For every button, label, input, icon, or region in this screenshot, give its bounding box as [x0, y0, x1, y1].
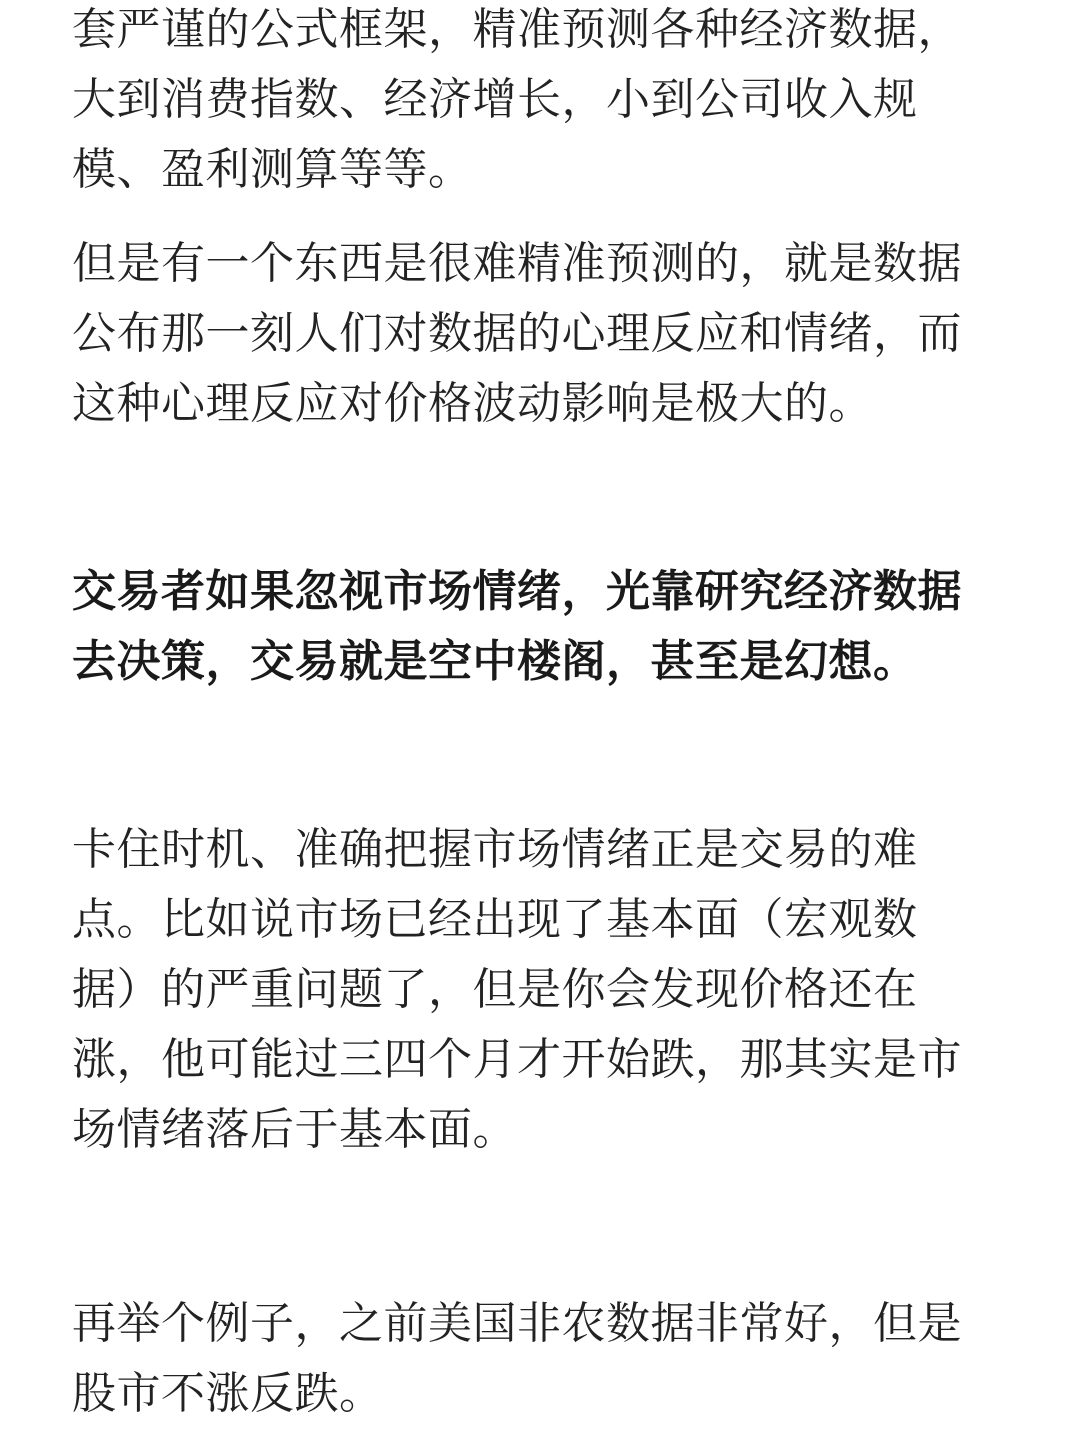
text-line: 公布那一刻人们对数据的心理反应和情绪，而 — [72, 308, 962, 359]
bold-text-line: 去决策，交易就是空中楼阁，甚至是幻想。 — [72, 636, 918, 687]
text-line: 卡住时机、准确把握市场情绪正是交易的难 — [72, 824, 918, 875]
text-line: 涨，他可能过三四个月才开始跌，那其实是市 — [72, 1034, 962, 1085]
text-line: 这种心理反应对价格波动影响是极大的。 — [72, 378, 873, 429]
text-line: 股市不涨反跌。 — [72, 1368, 384, 1419]
text-line: 场情绪落后于基本面。 — [72, 1104, 517, 1155]
text-line: 点。比如说市场已经出现了基本面（宏观数 — [72, 894, 918, 945]
text-line: 套严谨的公式框架，精准预测各种经济数据， — [72, 4, 962, 55]
text-line: 但是有一个东西是很难精准预测的，就是数据 — [72, 238, 962, 289]
text-line: 大到消费指数、经济增长，小到公司收入规 — [72, 74, 918, 125]
text-line: 模、盈利测算等等。 — [72, 144, 473, 195]
bold-text-line: 交易者如果忽视市场情绪，光靠研究经济数据 — [72, 566, 962, 617]
text-line: 再举个例子，之前美国非农数据非常好，但是 — [72, 1298, 962, 1349]
text-line: 据）的严重问题了，但是你会发现价格还在 — [72, 964, 918, 1015]
